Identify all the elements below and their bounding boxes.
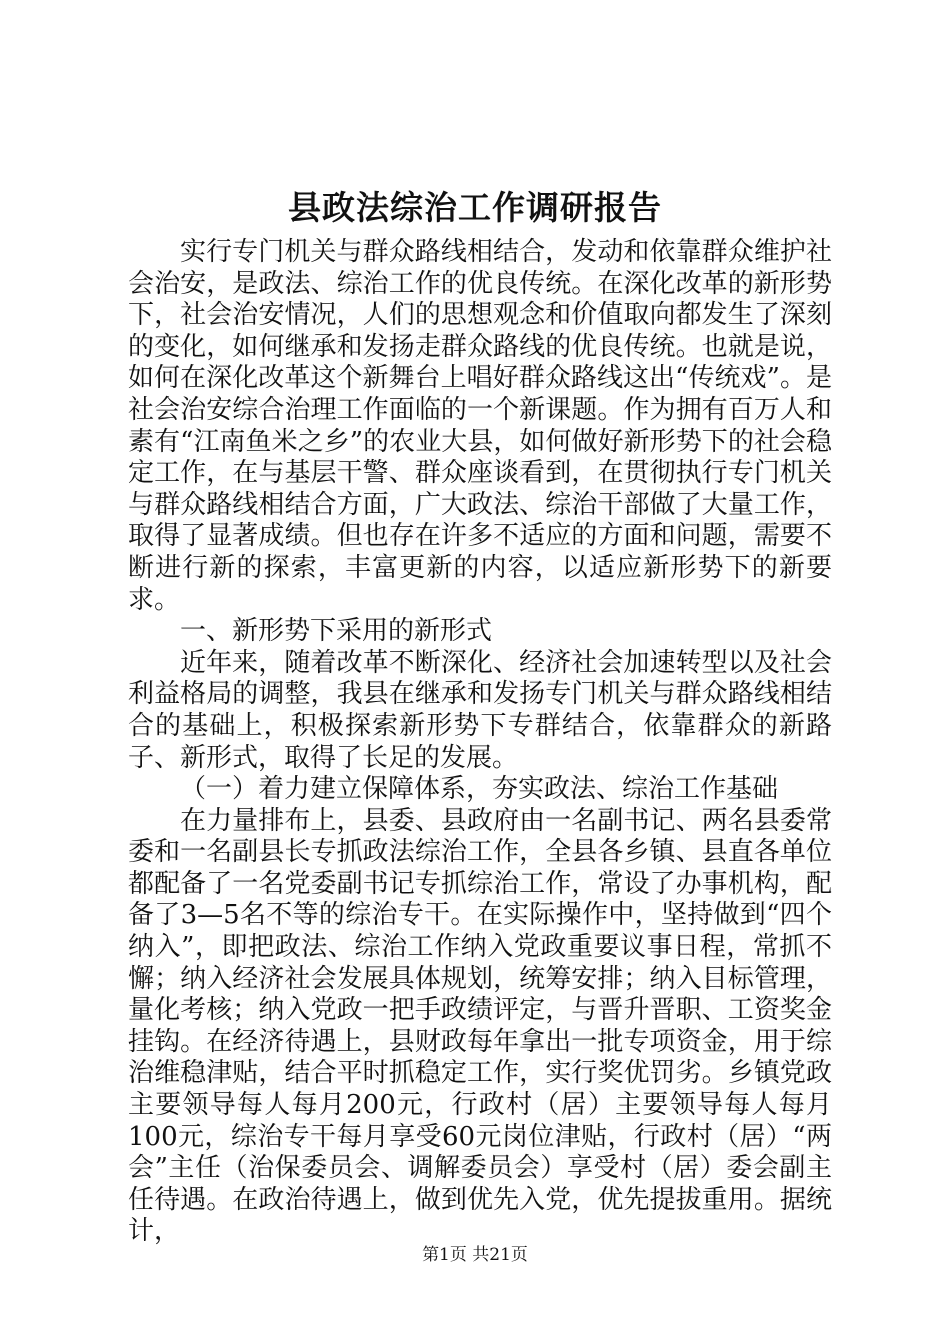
paragraph-subsection-1: 在力量排布上，县委、县政府由一名副书记、两名县委常委和一名副县长专抓政法综治工作，全县各乡镇、县直各单位都配备了一名党委副书记专抓综治工作，常设了办事机构，配备了3—5名不等的综治专干。在实际操作中，坚持做到“四个纳入”，即把政法、综治工作纳入党政重要议事日程，常抓不懈；纳入经济社会发展具体规划，统筹安排；纳入目标管理，量化考核；纳入党政一把手政绩评定，与晋升晋职、工资奖金挂钩。在经济待遇上，县财政每年拿出一批专项资金，用于综治维稳津贴，结合平时抓稳定工作，实行奖优罚劣。乡镇党政主要领导每人每月200元，行政村（居）主要领导每人每月100元，综治专干每月享受60元岗位津贴，行政村（居）“两会”主任（治保委员会、调解委员会）享受村（居）委会副主任待遇。在政治待遇上，做到优先入党，优先提拔重用。据统计，	[128, 805, 832, 1247]
document-title: 县政法综治工作调研报告	[288, 188, 662, 227]
paragraph-section-1: 近年来，随着改革不断深化、经济社会加速转型以及社会利益格局的调整，我县在继承和发扬专门机关与群众路线相结合的基础上，积极探索新形势下专群结合，依靠群众的新路子、新形式，取得了长足的发展。	[128, 647, 832, 773]
subsection-heading-1: （一）着力建立保障体系，夯实政法、综治工作基础	[180, 774, 779, 805]
paragraph-intro: 实行专门机关与群众路线相结合，发动和依靠群众维护社会治安，是政法、综治工作的优良传统。在深化改革的新形势下，社会治安情况，人们的思想观念和价值取向都发生了深刻的变化，如何继承和发扬走群众路线的优良传统。也就是说，如何在深化改革这个新舞台上唱好群众路线这出“传统戏”。是社会治安综合治理工作面临的一个新课题。作为拥有百万人和素有“江南鱼米之乡”的农业大县，如何做好新形势下的社会稳定工作，在与基层干警、群众座谈看到，在贯彻执行专门机关与群众路线相结合方面，广大政法、综治干部做了大量工作，取得了显著成绩。但也存在许多不适应的方面和问题，需要不断进行新的探索，丰富更新的内容，以适应新形势下的新要求。	[128, 237, 832, 615]
page-footer: 第1页 共21页	[422, 1245, 528, 1265]
section-heading-1: 一、新形势下采用的新形式	[180, 616, 493, 647]
document-body	[128, 237, 832, 1248]
